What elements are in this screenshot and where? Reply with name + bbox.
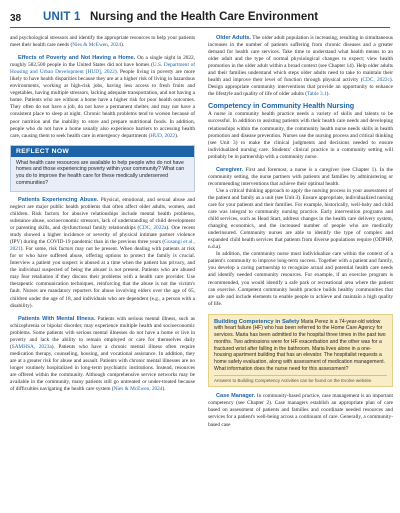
section-heading: Effects of Poverty and Not Having a Home. [18,55,136,62]
citation-link[interactable]: U.S. Department of Housing and Urban Development [HUD], 2022 [10,62,195,76]
reflect-now-heading: REFLECT NOW [11,146,194,157]
older-adults-section: Older Adults. The older adult population is increasing, resulting in simultaneous increases in the number of patients suffering from chronic diseases and a greater demand for health care services. Take time to understand what health means to an older adult and the type of normal physiological changes to expect; view health promotion in the older adult within a broad context (see Chapter 14). Help older adults and their families understand which steps older adults need to take to maintain their health and improve their level of function through physical activity (CDC, 2022c). Design appropriate community interventions that provide an opportunity to enhance the lifestyle and quality of life of older adults (Table 3.1). [208,35,393,98]
building-competency-title: Building Competency in Safety [214,318,300,325]
caregiver-section: Caregiver. First and foremost, a nurse is a caregiver (see Chapter 1). In the community setting, the nurse partners with patients and families by administering or recommending interventions that achieve their optimal health. [208,166,393,187]
caregiver-paragraph-3: In addition, the community nurse must individualize care within the context of a patient's community to improve long-term success. Together with a patient and family, you develop a caring partnership to recognize actual and potential health care needs and identify needed community resources. For example, if an exercise program is recommended, you would identify a safe park or recreational area where the patient can exercise. Competent community health practice builds healthy communities that are safe and include elements to enable people to achieve and maintain a high quality of life. [208,251,393,307]
citation-link[interactable]: SAMHSA, 2023a [11,343,52,350]
page-number: 38 [10,13,22,24]
citation-link[interactable]: HUD, 2022 [150,132,176,139]
intro-paragraph: and psychological stressors and identify the appropriate resources to help your patients meet their health care needs (Nies & McEwen, 2024). [10,35,195,49]
citation-link[interactable]: Nies & McEwen, 2024 [72,42,122,49]
mental-illness-section: Patients With Mental Illness. Patients with serious mental illness, such as schizophrenia or bipolar disorder, may experience multiple health and socioeconomic problems. Some patients with serious mental illnesses do not have a home or live in poverty and lack the ability to remain employed or care for themselves daily (SAMHSA, 2023a). Patients who have a chronic mental illness often require medication therapy, counseling, housing, and vocational assistance. In addition, they are at a greater risk for abuse and assault. Patients with chronic mental illnesses are no longer routinely hospitalized in long-term psychiatric institutions. Instead, resources are offered within the community. Although comprehensive service networks may be available in the community, many patients still go untreated or under-treated because of difficulties navigating the health care system (Nies & McEwen, 2024). [10,315,196,393]
unit-label: UNIT 1 [43,11,81,23]
competency-paragraph: A nurse in community health practice needs a variety of skills and talents to be successful. In addition to assisting patients with their health care needs and developing relationships within the community, the community health nurse needs skills in health promotion and disease prevention. Nurses use the nursing process and critical thinking (see Unit 3) to make the clinical judgments and decisions needed to ensure individualized nursing care. Students' clinical practice in a community setting will probably be in partnership with a community nurse. [208,111,393,160]
page-header [0,0,400,37]
section-heading: Older Adults. [216,35,251,41]
section-heading: Caregiver. [216,166,244,173]
citation-link[interactable]: Gosangi et al., 2021 [10,239,195,253]
reflect-now-box [10,145,195,192]
table-link[interactable]: Table 3.1 [307,91,327,98]
citation-link[interactable]: Nies & McEwen, 2024 [113,386,163,393]
section-heading: Case Manager. [216,393,256,400]
reflect-now-body: What health care resources are available to help people who do not have homes and those experiencing poverty within your community? What can you do to improve the health care for these medically underserved communities? [16,159,185,187]
abuse-section: Patients Experiencing Abuse. Physical, emotional, and sexual abuse and neglect are major public health problems that often affect older adults, women, and children. Risk factors for abusive relationships include mental health problems, substance abuse, socioeconomic stressors, lack of understanding of child development or parenting skills, and dysfunctional family relationships (CDC, 2022a). One recent study showed a higher incidence or severity of physical intimate partner violence (IPV) during the COVID-19 pandemic than in the previous three years (Gosangi et al., 2021). For some, risk factors may not be present. When dealing with patients at risk for or who have suffered abuse, offering options to protect the family is crucial. Interview a patient you suspect is abused at a time when the patient has privacy, and the individual suspected of being the abuser is not present. Patients who are abused may fear retaliation if they discuss their problems with a health care provider. Use therapeutic communication techniques, reinforcing that the abuse is not the victim's fault. Nurses are mandatory reporters for abuse involving elders over the age of 65, children under the age of 18, and individuals who are dependent (e.g., a person with a disability). [10,196,195,309]
section-heading: Patients With Mental Illness. [18,315,96,322]
competency-heading: Competency in Community Health Nursing [208,101,355,111]
right-column [208,35,393,429]
section-heading: Patients Experiencing Abuse. [18,196,99,203]
citation-link[interactable]: CDC, 2022c [362,77,390,84]
case-manager-section: Case Manager. In community-based practice, case management is an important competency (see Chapter 2). Case managers establish an appropriate plan of care based on assessment of patients and families and coordinate needed resources and services for a patient's well-being across a continuum of care. Generally, a community-based case [208,393,393,428]
left-column [10,35,195,393]
building-competency-body: Building Competency in Safety Maria Perez is a 74-year-old widow with heart failure (HF) who has been referred to the Home Care Agency for services. Maria has been admitted to the hospital three times in the past two months. Two admissions were for HF exacerbation and the other was for a fractured wrist after falling in the bathroom. Maria lives alone in a one-housing apartment building that has an elevator. The hospitalist requests a home safety evaluation, along with assessment of medication management. What information does the nurse need for this assessment? [214,318,386,372]
building-competency-footnote: Answers to Building Competency Activities can be found on the Evolve website. [214,375,387,383]
caregiver-paragraph-2: Use a critical thinking approach to apply the nursing process in your assessment of the patient and family as a unit (see Unit 3). Ensure appropriate, individualized nursing care for your patients and their families. For example, historically, well-baby and child care was integral to community nursing practice. Early intervention programs and child services, such as Head Start, address changes in the health care delivery system, changing economics, and the increased number of people who are medically underinsured. Community nurses are able to identify the type of complex and expanded child health services that patients from diverse populations require (ODPHP, n.d.a). [208,187,393,251]
building-competency-box [208,314,393,388]
header-divider [10,27,390,28]
chapter-title: Nursing and the Health Care Environment [90,11,319,23]
citation-link[interactable]: CDC, 2022a [139,225,167,232]
poverty-section: Effects of Poverty and Not Having a Home. On a single night in 2022, roughly 582,500 people in the United States did not have homes (U.S. Department of Housing and Urban Development [HUD], 2022). People living in poverty are more likely to have health disparities because they are at a higher risk of living in hazardous environments, working at high-risk jobs, having less access to fresh fruits and vegetables, having multiple stressors, lacking adequate transportation, and not having a home. Patients who are without a home have a higher risk for poor health outcomes. They often do not have a job, do not have a permanent shelter, and may not have a consistent place to sleep at night. Chronic health problems tend to worsen because of poor nutrition and the inability to store and prepare nutritional foods. In addition, people who do not have a home usually also experience barriers to accessing health care, causing them to seek health care in emergency departments (HUD, 2022). [10,55,195,139]
